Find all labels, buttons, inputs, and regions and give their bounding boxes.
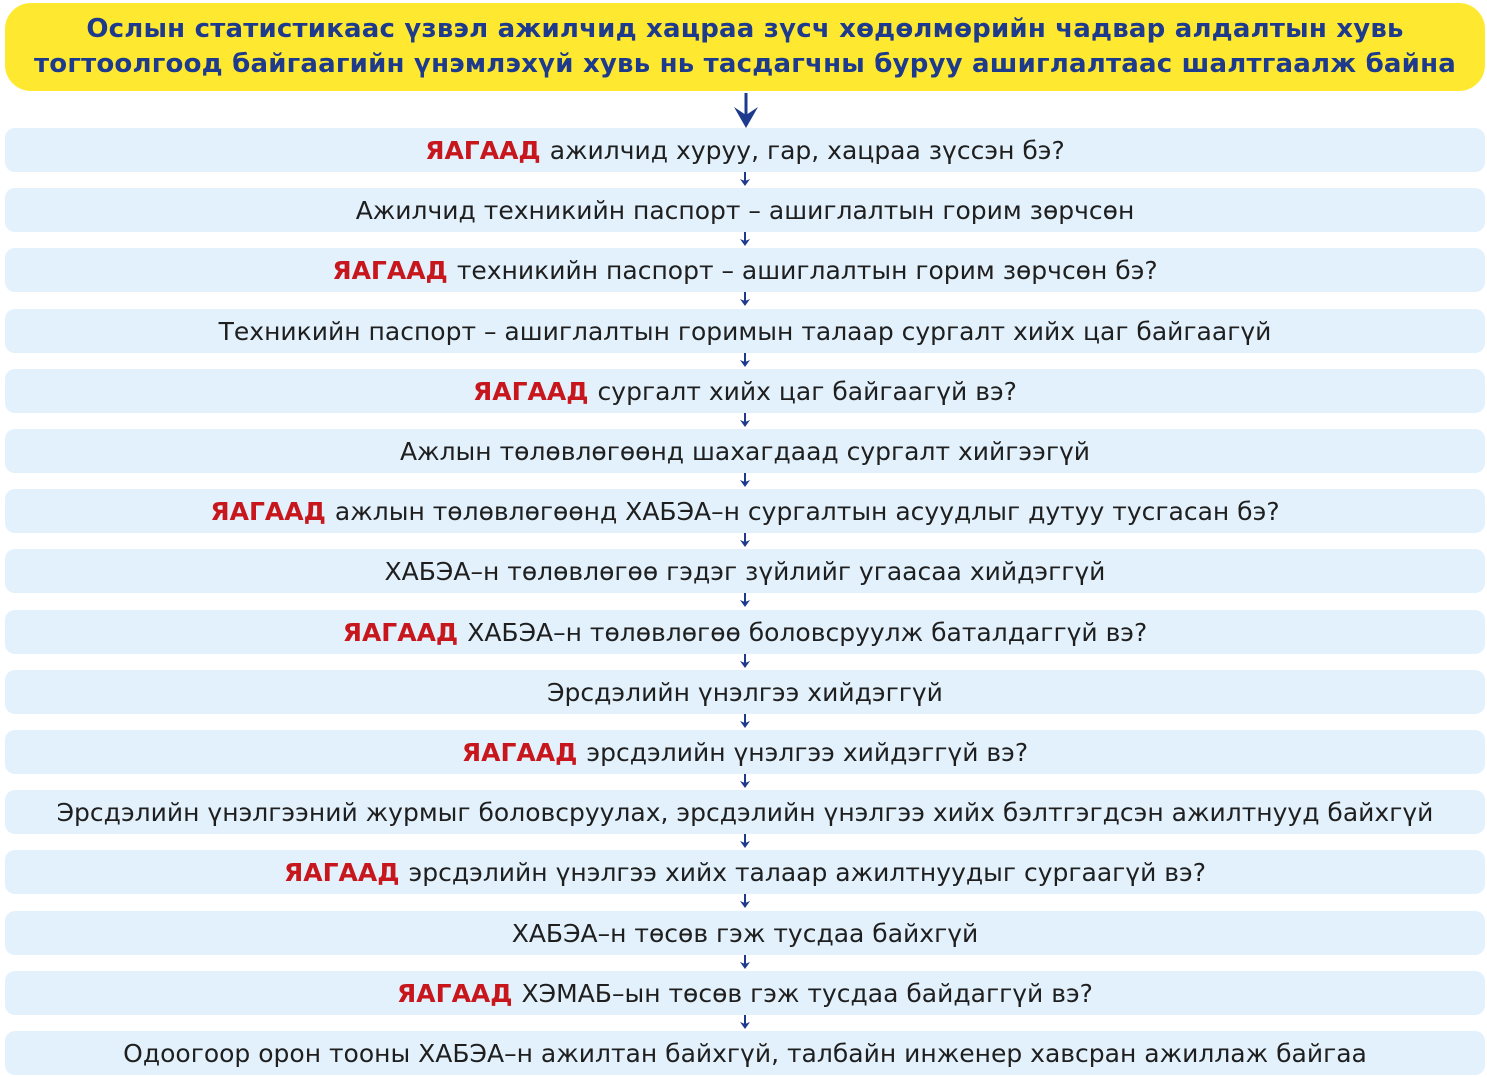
small-arrow-down-icon bbox=[738, 894, 752, 909]
step-text: сургалт хийх цаг байгаагүй вэ? bbox=[597, 376, 1017, 406]
header-banner bbox=[5, 3, 1485, 91]
step-text: Одоогоор орон тооны ХАБЭА–н ажилтан байхгүй, талбайн инженер хавсран ажиллаж байгаа bbox=[123, 1038, 1367, 1068]
step-text: техникийн паспорт – ашиглалтын горим зөрчсөн бэ? bbox=[456, 255, 1158, 285]
cause-answer-box bbox=[5, 309, 1485, 353]
small-arrow-down-icon bbox=[738, 834, 752, 849]
small-arrow-down-icon bbox=[738, 353, 752, 368]
why-label: ЯАГААД bbox=[332, 255, 448, 285]
step-text: ажлын төлөвлөгөөнд ХАБЭА–н сургалтын асуудлыг дутуу тусгасан бэ? bbox=[334, 496, 1280, 526]
why-question-box bbox=[5, 369, 1485, 413]
small-arrow-down-icon bbox=[738, 714, 752, 729]
cause-answer-box bbox=[5, 670, 1485, 714]
small-arrow-down-icon bbox=[738, 654, 752, 669]
why-label: ЯАГААД bbox=[283, 857, 400, 887]
why-label: ЯАГААД bbox=[473, 376, 589, 406]
header-line-2: тогтоолгоод байгаагийн үнэмлэхүй хувь нь тасдагчны буруу ашиглалтаас шалтгаалж байна bbox=[33, 49, 1457, 79]
step-text: ХАБЭА–н төлөвлөгөө гэдэг зүйлийг угаасаа хийдэггүй bbox=[384, 556, 1106, 586]
step-text: Техникийн паспорт – ашиглалтын горимын талаар сургалт хийх цаг байгаагүй bbox=[218, 316, 1272, 346]
small-arrow-down-icon bbox=[738, 533, 752, 548]
small-arrow-down-icon bbox=[738, 413, 752, 428]
why-question-box bbox=[5, 128, 1485, 172]
step-text: Эрсдэлийн үнэлгээний журмыг боловсруулах, эрсдэлийн үнэлгээ хийх бэлтгэгдсэн ажилтнууд байхгүй bbox=[56, 797, 1434, 827]
why-question-box bbox=[5, 850, 1485, 894]
why-label: ЯАГААД bbox=[425, 135, 541, 165]
why-question-box bbox=[5, 730, 1485, 774]
step-text: ХАБЭА–н төсөв гэж тусдаа байхгүй bbox=[511, 918, 979, 948]
cause-answer-box bbox=[5, 188, 1485, 232]
step-text: ХАБЭА–н төлөвлөгөө боловсруулж баталдаггүй вэ? bbox=[467, 617, 1148, 647]
why-question-box bbox=[5, 610, 1485, 654]
cause-answer-box bbox=[5, 1031, 1485, 1075]
why-label: ЯАГААД bbox=[461, 737, 578, 767]
small-arrow-down-icon bbox=[738, 1015, 752, 1030]
small-arrow-down-icon bbox=[738, 955, 752, 970]
step-text: эрсдэлийн үнэлгээ хийх талаар ажилтнуудыг сургаагүй вэ? bbox=[408, 857, 1207, 887]
step-text: Ажилчид техникийн паспорт – ашиглалтын горим зөрчсөн bbox=[355, 195, 1135, 225]
cause-answer-box bbox=[5, 911, 1485, 955]
small-arrow-down-icon bbox=[738, 232, 752, 247]
header-title bbox=[34, 12, 1456, 82]
header-line-1: Ослын статистикаас үзвэл ажилчид хацраа зүсч хөдөлмөрийн чадвар алдалтын хувь bbox=[86, 14, 1404, 44]
small-arrow-down-icon bbox=[738, 172, 752, 187]
why-question-box bbox=[5, 248, 1485, 292]
small-arrow-down-icon bbox=[738, 292, 752, 307]
why-label: ЯАГААД bbox=[210, 496, 326, 526]
why-question-box bbox=[5, 971, 1485, 1015]
arrow-down-icon bbox=[733, 93, 759, 129]
step-text: ажилчид хуруу, гар, хацраа зүссэн бэ? bbox=[549, 135, 1065, 165]
cause-answer-box bbox=[5, 429, 1485, 473]
cause-answer-box bbox=[5, 549, 1485, 593]
small-arrow-down-icon bbox=[738, 774, 752, 789]
why-question-box bbox=[5, 489, 1485, 533]
cause-answer-box bbox=[5, 790, 1485, 834]
step-text: эрсдэлийн үнэлгээ хийдэггүй вэ? bbox=[586, 737, 1029, 767]
why-label: ЯАГААД bbox=[342, 617, 459, 647]
step-text: ХЭМАБ–ын төсөв гэж тусдаа байдаггүй вэ? bbox=[521, 978, 1093, 1008]
small-arrow-down-icon bbox=[738, 593, 752, 608]
step-text: Эрсдэлийн үнэлгээ хийдэггүй bbox=[547, 677, 943, 707]
small-arrow-down-icon bbox=[738, 473, 752, 488]
step-text: Ажлын төлөвлөгөөнд шахагдаад сургалт хийгээгүй bbox=[399, 436, 1091, 466]
why-label: ЯАГААД bbox=[397, 978, 513, 1008]
